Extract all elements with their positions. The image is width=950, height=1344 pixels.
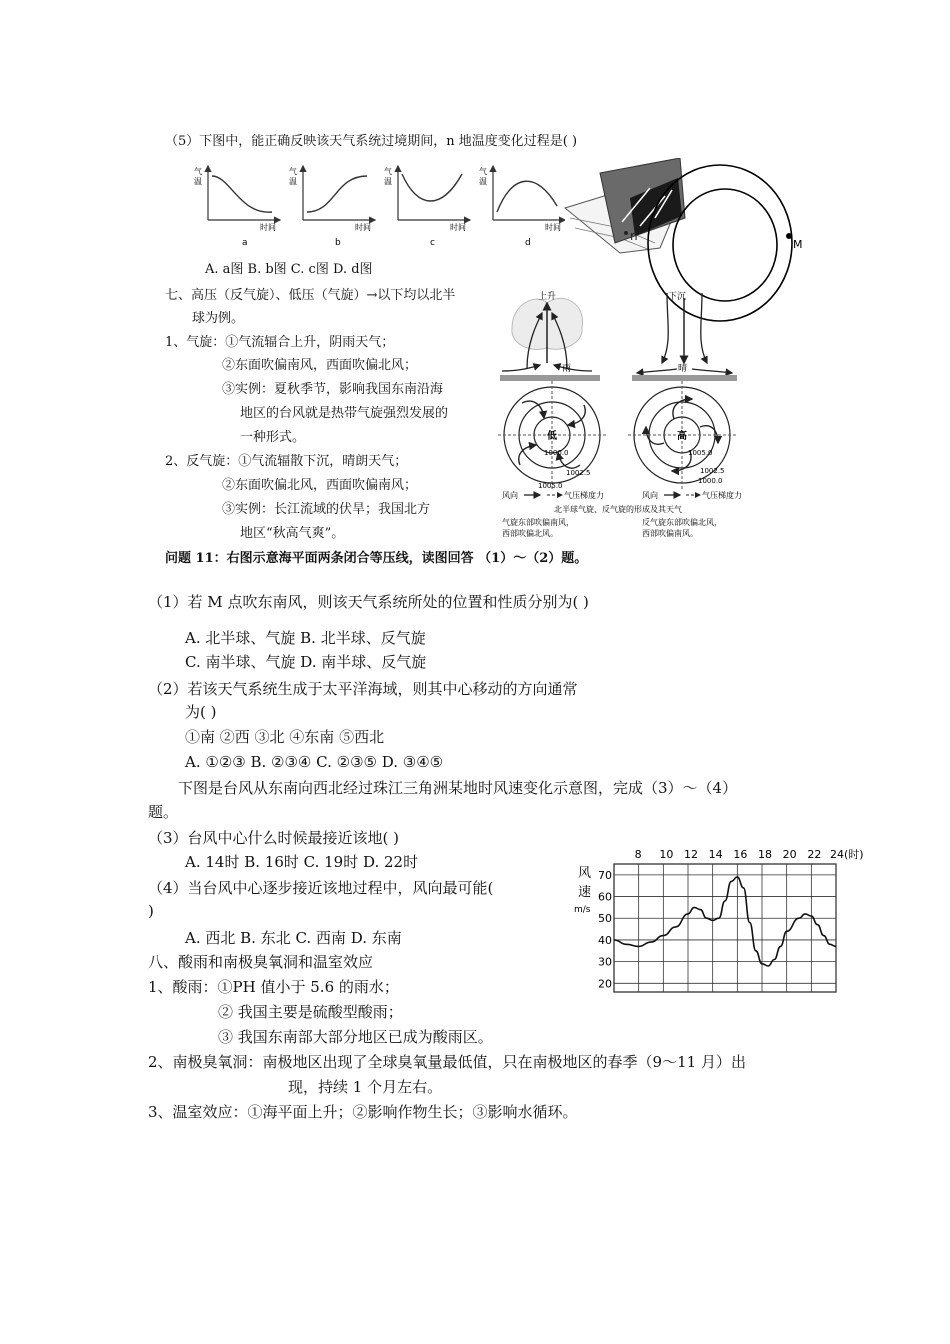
svg-text:雨: 雨 [562,364,572,374]
svg-text:1002.5: 1002.5 [700,467,725,475]
q1-options-row1: A. 北半球、气旋 B. 北半球、反气旋 [185,629,426,647]
x-tick-label: 16 [733,848,748,861]
q4-options: A. 西北 B. 东北 C. 西南 D. 东南 [185,929,402,947]
svg-text:气: 气 [194,167,202,176]
cyclone-line-1: 1、气旋：①气流辐合上升，阴雨天气； [165,335,395,350]
section7-heading-l2: 球为例。 [192,311,245,326]
cyclone-line-3: ③实例：夏秋季节，影响我国东南沿海 [222,382,444,397]
q2-stem-l1: （2）若该天气系统生成于太平洋海域，则其中心移动的方向通常 [148,680,578,698]
y-tick-label: 40 [598,933,612,947]
svg-text:低: 低 [547,431,557,442]
x-tick-label: 10 [659,848,674,861]
typhoon-intro-l2: 题。 [148,803,179,821]
graph-c-letter: c [430,238,435,248]
y-tick-label: 50 [598,912,612,926]
wind-speed-chart [572,842,872,997]
svg-text:1002.5: 1002.5 [566,469,591,477]
svg-text:温: 温 [479,177,487,186]
anticyclone-note-2: 西部吹偏南风。 [642,529,698,538]
anticyclone-vertical [632,291,737,381]
graph-a [194,166,280,248]
anticyclone-line-4: 地区“秋高气爽”。 [240,526,345,541]
section7-heading-l1: 七、高压（反气旋）、低压（气旋）→以下均以北半 [165,288,456,303]
svg-text:气压梯度力: 气压梯度力 [564,491,604,500]
svg-text:下沉: 下沉 [668,292,687,302]
plot-frame [614,864,836,992]
typhoon-intro-l1: 下图是台风从东南向西北经过珠江三角洲某地时风速变化示意图，完成（3）～（4） [178,779,738,797]
cyclone-anticyclone-figure [492,283,747,541]
svg-text:1005.0: 1005.0 [538,482,563,490]
svg-text:高: 高 [677,431,687,442]
point-M-dot [786,233,792,239]
cyclone-line-5: 一种形式。 [240,430,306,445]
svg-text:1000.0: 1000.0 [544,449,569,457]
q2-options: A. ①②③ B. ②③④ C. ②③⑤ D. ③④⑤ [185,753,444,771]
cyclone-note-2: 西部吹偏北风。 [502,529,558,538]
q4-stem-l1: （4）当台风中心逐步接近该地过程中，风向最可能( [148,879,494,897]
svg-text:1000.0: 1000.0 [698,477,723,485]
y-tick-label: 60 [598,890,612,904]
anticyclone-line-1: 2、反气旋：①气流辐散下沉，晴朗天气； [165,454,408,469]
cyclone-figure-caption: 北半球气旋、反气旋的形成及其天气 [554,505,682,514]
problem11-intro-text: 右图示意海平面两条闭合等压线，读图回答 （1）～（2）题。 [226,551,588,566]
acid-rain-3: ③ 我国东南部大部分地区已成为酸雨区。 [218,1028,493,1046]
x-tick-label: 14 [708,848,723,861]
q1-options-row2: C. 南半球、气旋 D. 南半球、反气旋 [185,653,427,671]
x-tick-label: 20 [782,848,797,861]
x-tick-label: 22 [807,848,822,861]
section8-heading: 八、酸雨和南极臭氧洞和温室效应 [148,953,374,971]
point-n-label: n [630,229,638,243]
graph-d-letter: d [525,238,531,248]
cyclone-plan [498,381,606,490]
graph-d [479,166,565,248]
svg-text:温: 温 [384,177,392,186]
svg-text:1005.0: 1005.0 [688,449,713,457]
cyclone-note-1: 气旋东部吹偏南风， [502,518,574,527]
svg-text:晴: 晴 [678,364,688,374]
svg-text:时间: 时间 [450,223,466,232]
graph-b-letter: b [335,238,341,248]
ylabel-char-2: 速 [578,885,592,900]
q2-items: ①南 ②西 ③北 ④东南 ⑤西北 [185,728,385,746]
temperature-graphs [190,160,565,252]
ylabel-unit: m/s [574,905,591,915]
q1-stem: （1）若 M 点吹东南风，则该天气系统所处的位置和性质分别为( ) [148,593,589,611]
x-tick-label: 18 [758,848,772,861]
cyclone-line-4: 地区的台风就是热带气旋强烈发展的 [240,406,449,421]
point-M-label: M [793,238,803,251]
svg-text:时间: 时间 [260,223,276,232]
problem11-label: 问题 11： [165,551,227,566]
q5-options: A. a图 B. b图 C. c图 D. d图 [205,262,373,277]
q4-stem-l2: ) [148,902,154,920]
anticyclone-line-3: ③实例：长江流域的伏旱；我国北方 [222,502,431,517]
ylabel-char-1: 风 [578,866,592,881]
svg-text:气压梯度力: 气压梯度力 [702,491,742,500]
acid-rain-1: 1、酸雨：①PH 值小于 5.6 的雨水； [148,978,399,996]
svg-text:风向: 风向 [642,491,658,500]
q2-stem-l2: 为( ) [185,703,217,721]
q5-stem: （5）下图中，能正确反映该天气系统过境期间，n 地温度变化过程是( ) [165,134,578,149]
wind-speed-line [614,877,836,966]
anticyclone-line-2: ②东面吹偏北风，西面吹偏南风； [222,478,418,493]
svg-text:气: 气 [479,167,487,176]
x-tick-label: 24(时) [830,848,864,861]
ozone-hole-1: 2、南极臭氧洞：南极地区出现了全球臭氧量最低值，只在南极地区的春季（9～11 月）出 [148,1053,746,1071]
anticyclone-plan [628,381,736,489]
svg-text:时间: 时间 [355,223,371,232]
svg-text:时间: 时间 [545,223,561,232]
y-tick-label: 70 [598,868,612,882]
q3-options: A. 14时 B. 16时 C. 19时 D. 22时 [185,853,419,871]
svg-text:风向: 风向 [502,491,518,500]
graph-b [289,166,375,248]
y-tick-label: 20 [598,977,612,991]
x-tick-label: 12 [684,848,698,861]
acid-rain-2: ② 我国主要是硫酸型酸雨； [218,1003,403,1021]
cyclone-line-2: ②东面吹偏南风，西面吹偏北风； [222,358,418,373]
problem11-intro [165,549,587,569]
x-tick-label: 8 [634,848,642,861]
anticyclone-note-1: 反气旋东部吹偏北风， [642,518,722,527]
svg-text:温: 温 [194,177,202,186]
svg-text:气: 气 [384,167,392,176]
cyclone-legend [502,490,742,500]
y-tick-label: 30 [598,955,612,969]
svg-text:上升: 上升 [538,292,557,302]
svg-text:温: 温 [289,177,297,186]
graph-a-letter: a [242,238,248,248]
greenhouse-effect: 3、温室效应：①海平面上升；②影响作物生长；③影响水循环。 [148,1103,578,1121]
graph-c [384,166,470,248]
ozone-hole-2: 现，持续 1 个月左右。 [288,1078,443,1096]
q3-stem: （3）台风中心什么时候最接近该地( ) [148,829,400,847]
svg-text:气: 气 [289,167,297,176]
cyclone-vertical [500,290,600,381]
